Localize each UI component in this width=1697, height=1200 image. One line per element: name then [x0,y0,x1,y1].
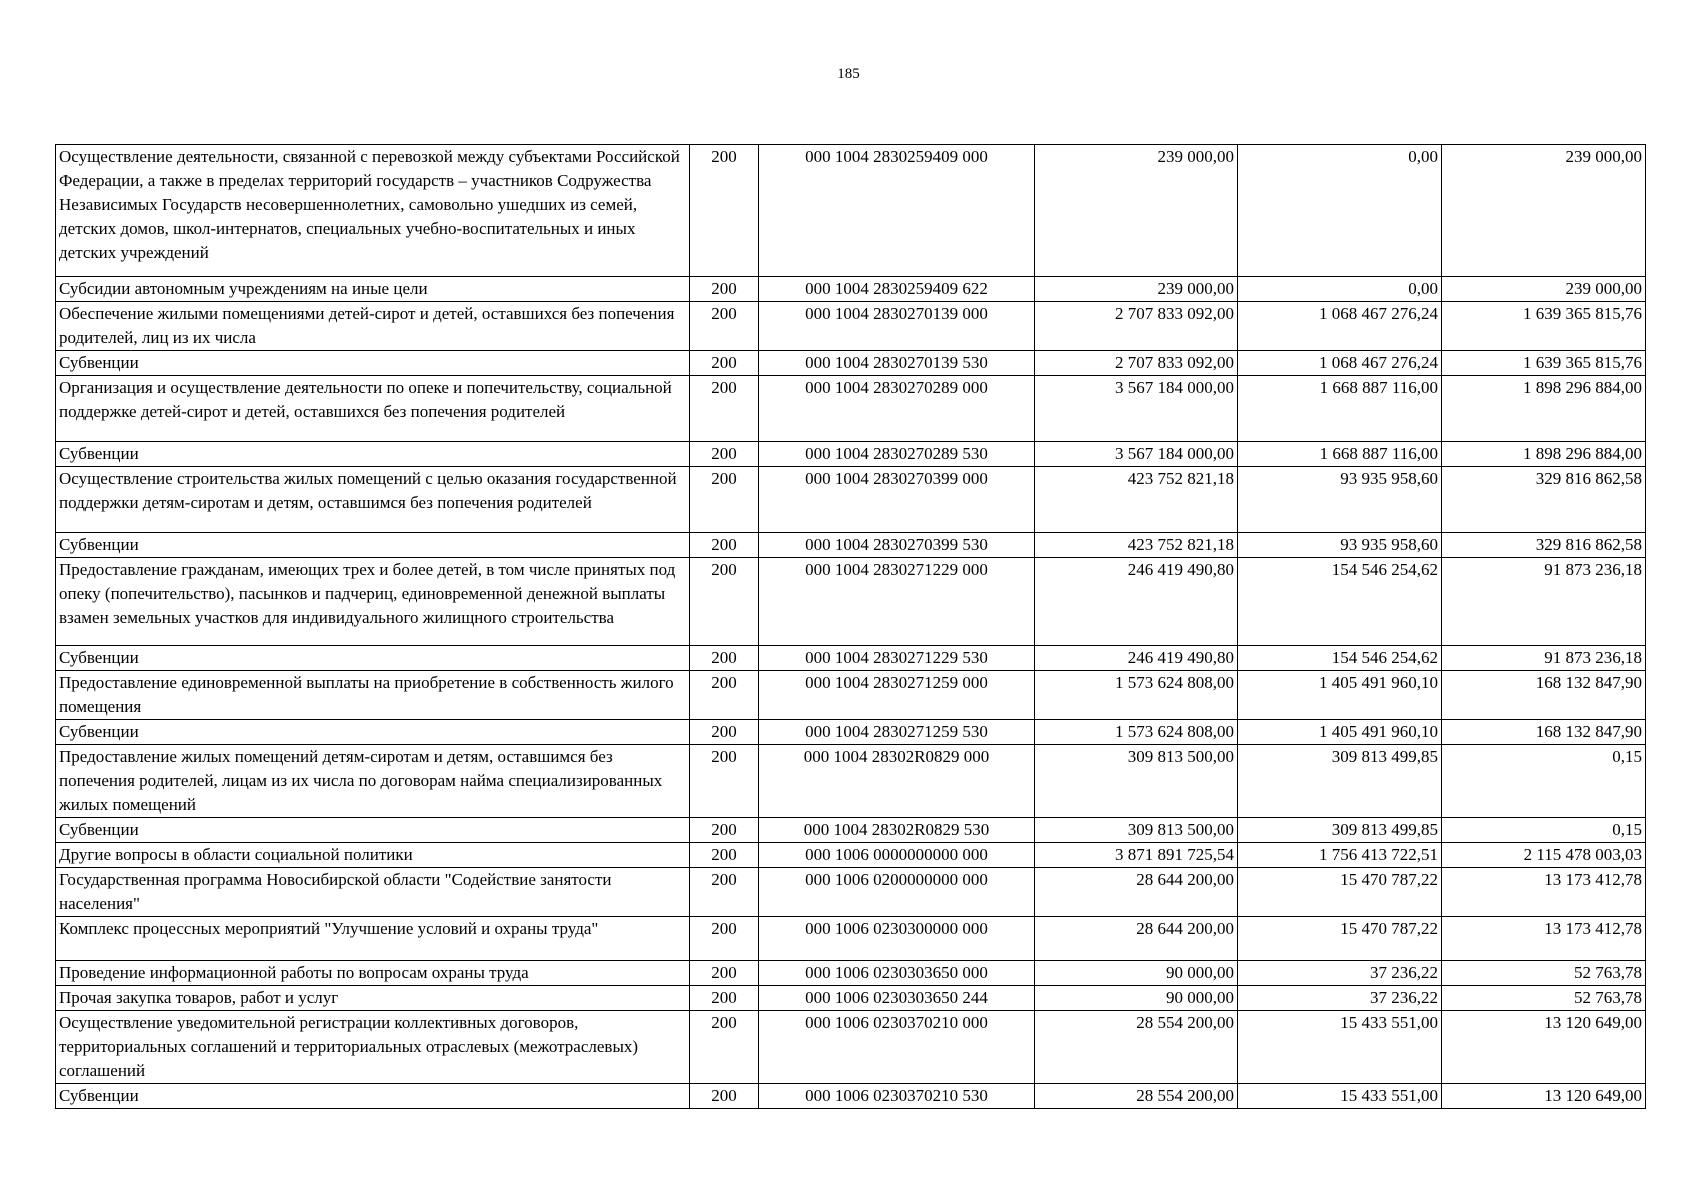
executed-amount-cell: 0,00 [1238,145,1442,277]
line-code-cell: 200 [690,986,759,1011]
line-code-cell: 200 [690,467,759,533]
indicator-name-cell: Обеспечение жилыми помещениями детей-сирот и детей, оставшихся без попечения родителей, лиц из их числа [56,302,690,351]
budget-classification-code-cell: 000 1004 2830270289 530 [759,442,1035,467]
indicator-name-cell: Субвенции [56,818,690,843]
approved-amount-cell: 239 000,00 [1035,145,1238,277]
line-code-cell: 200 [690,961,759,986]
line-code-cell: 200 [690,868,759,917]
line-code-cell: 200 [690,277,759,302]
unexecuted-amount-cell: 1 898 296 884,00 [1442,376,1646,442]
executed-amount-cell: 93 935 958,60 [1238,467,1442,533]
approved-amount-cell: 2 707 833 092,00 [1035,302,1238,351]
executed-amount-cell: 1 068 467 276,24 [1238,351,1442,376]
approved-amount-cell: 3 567 184 000,00 [1035,376,1238,442]
indicator-name-cell: Субвенции [56,1084,690,1109]
unexecuted-amount-cell: 1 639 365 815,76 [1442,302,1646,351]
line-code-cell: 200 [690,917,759,961]
executed-amount-cell: 37 236,22 [1238,961,1442,986]
line-code-cell: 200 [690,1011,759,1084]
executed-amount-cell: 15 470 787,22 [1238,868,1442,917]
table-body [56,145,1646,1109]
line-code-cell: 200 [690,720,759,745]
indicator-name-cell: Осуществление строительства жилых помещений с целью оказания государственной поддержки детям-сиротам и детям, оставшимся без попечения родителей [56,467,690,533]
line-code-cell: 200 [690,818,759,843]
approved-amount-cell: 2 707 833 092,00 [1035,351,1238,376]
indicator-name-cell: Субвенции [56,442,690,467]
indicator-name-cell: Предоставление гражданам, имеющих трех и более детей, в том числе принятых под опеку (попечительство), пасынков и падчериц, единовременной денежной выплаты взамен земельных участков для индивидуального жилищного строительства [56,558,690,646]
page-number: 185 [837,66,860,82]
indicator-name-cell: Субсидии автономным учреждениям на иные цели [56,277,690,302]
indicator-name-cell: Государственная программа Новосибирской области "Содействие занятости населения" [56,868,690,917]
table-row [56,467,1646,533]
approved-amount-cell: 90 000,00 [1035,961,1238,986]
executed-amount-cell: 15 433 551,00 [1238,1011,1442,1084]
table-row [56,302,1646,351]
budget-classification-code-cell: 000 1006 0000000000 000 [759,843,1035,868]
table-row [56,720,1646,745]
executed-amount-cell: 1 068 467 276,24 [1238,302,1442,351]
unexecuted-amount-cell: 91 873 236,18 [1442,646,1646,671]
line-code-cell: 200 [690,533,759,558]
executed-amount-cell: 1 668 887 116,00 [1238,442,1442,467]
budget-classification-code-cell: 000 1004 2830259409 622 [759,277,1035,302]
budget-classification-code-cell: 000 1004 2830270139 530 [759,351,1035,376]
unexecuted-amount-cell: 91 873 236,18 [1442,558,1646,646]
executed-amount-cell: 1 668 887 116,00 [1238,376,1442,442]
budget-classification-code-cell: 000 1004 28302R0829 000 [759,745,1035,818]
unexecuted-amount-cell: 329 816 862,58 [1442,533,1646,558]
budget-classification-code-cell: 000 1006 0230370210 000 [759,1011,1035,1084]
unexecuted-amount-cell: 239 000,00 [1442,277,1646,302]
unexecuted-amount-cell: 0,15 [1442,745,1646,818]
executed-amount-cell: 309 813 499,85 [1238,745,1442,818]
approved-amount-cell: 423 752 821,18 [1035,533,1238,558]
line-code-cell: 200 [690,1084,759,1109]
approved-amount-cell: 28 554 200,00 [1035,1084,1238,1109]
unexecuted-amount-cell: 329 816 862,58 [1442,467,1646,533]
unexecuted-amount-cell: 239 000,00 [1442,145,1646,277]
line-code-cell: 200 [690,843,759,868]
budget-classification-code-cell: 000 1004 2830270399 530 [759,533,1035,558]
table-row [56,818,1646,843]
unexecuted-amount-cell: 52 763,78 [1442,986,1646,1011]
executed-amount-cell: 1 405 491 960,10 [1238,720,1442,745]
indicator-name-cell: Другие вопросы в области социальной политики [56,843,690,868]
table-row [56,145,1646,277]
executed-amount-cell: 1 756 413 722,51 [1238,843,1442,868]
indicator-name-cell: Осуществление уведомительной регистрации коллективных договоров, территориальных соглашений и территориальных отраслевых (межотраслевых) соглашений [56,1011,690,1084]
approved-amount-cell: 423 752 821,18 [1035,467,1238,533]
approved-amount-cell: 28 644 200,00 [1035,868,1238,917]
executed-amount-cell: 0,00 [1238,277,1442,302]
table-row [56,351,1646,376]
executed-amount-cell: 93 935 958,60 [1238,533,1442,558]
indicator-name-cell: Субвенции [56,720,690,745]
budget-classification-code-cell: 000 1006 0200000000 000 [759,868,1035,917]
line-code-cell: 200 [690,302,759,351]
approved-amount-cell: 90 000,00 [1035,986,1238,1011]
budget-classification-code-cell: 000 1004 2830259409 000 [759,145,1035,277]
table-row [56,868,1646,917]
unexecuted-amount-cell: 1 898 296 884,00 [1442,442,1646,467]
approved-amount-cell: 246 419 490,80 [1035,646,1238,671]
unexecuted-amount-cell: 13 120 649,00 [1442,1084,1646,1109]
unexecuted-amount-cell: 13 173 412,78 [1442,917,1646,961]
table-row [56,986,1646,1011]
line-code-cell: 200 [690,376,759,442]
indicator-name-cell: Субвенции [56,646,690,671]
budget-classification-code-cell: 000 1006 0230370210 530 [759,1084,1035,1109]
table-row [56,277,1646,302]
table-row [56,646,1646,671]
executed-amount-cell: 37 236,22 [1238,986,1442,1011]
budget-classification-code-cell: 000 1004 2830270139 000 [759,302,1035,351]
unexecuted-amount-cell: 168 132 847,90 [1442,720,1646,745]
table-row [56,558,1646,646]
table-row [56,376,1646,442]
indicator-name-cell: Субвенции [56,351,690,376]
unexecuted-amount-cell: 0,15 [1442,818,1646,843]
approved-amount-cell: 28 644 200,00 [1035,917,1238,961]
unexecuted-amount-cell: 2 115 478 003,03 [1442,843,1646,868]
budget-classification-code-cell: 000 1006 0230303650 244 [759,986,1035,1011]
unexecuted-amount-cell: 13 120 649,00 [1442,1011,1646,1084]
approved-amount-cell: 309 813 500,00 [1035,818,1238,843]
unexecuted-amount-cell: 168 132 847,90 [1442,671,1646,720]
table-row [56,843,1646,868]
indicator-name-cell: Организация и осуществление деятельности по опеке и попечительству, социальной поддержке детей-сирот и детей, оставшихся без попечения родителей [56,376,690,442]
budget-classification-code-cell: 000 1004 2830271229 000 [759,558,1035,646]
budget-classification-code-cell: 000 1004 2830270399 000 [759,467,1035,533]
approved-amount-cell: 28 554 200,00 [1035,1011,1238,1084]
table-row [56,1084,1646,1109]
budget-classification-code-cell: 000 1004 2830271259 530 [759,720,1035,745]
budget-classification-code-cell: 000 1004 2830271259 000 [759,671,1035,720]
line-code-cell: 200 [690,558,759,646]
budget-classification-code-cell: 000 1004 28302R0829 530 [759,818,1035,843]
table-row [56,961,1646,986]
line-code-cell: 200 [690,442,759,467]
indicator-name-cell: Проведение информационной работы по вопросам охраны труда [56,961,690,986]
executed-amount-cell: 154 546 254,62 [1238,558,1442,646]
unexecuted-amount-cell: 1 639 365 815,76 [1442,351,1646,376]
table-row [56,533,1646,558]
indicator-name-cell: Предоставление единовременной выплаты на приобретение в собственность жилого помещения [56,671,690,720]
executed-amount-cell: 15 433 551,00 [1238,1084,1442,1109]
line-code-cell: 200 [690,745,759,818]
indicator-name-cell: Комплекс процессных мероприятий "Улучшение условий и охраны труда" [56,917,690,961]
approved-amount-cell: 239 000,00 [1035,277,1238,302]
budget-execution-table [55,144,1646,1109]
line-code-cell: 200 [690,145,759,277]
table-row [56,442,1646,467]
table-row [56,917,1646,961]
approved-amount-cell: 1 573 624 808,00 [1035,720,1238,745]
budget-classification-code-cell: 000 1006 0230303650 000 [759,961,1035,986]
approved-amount-cell: 3 567 184 000,00 [1035,442,1238,467]
budget-classification-code-cell: 000 1006 0230300000 000 [759,917,1035,961]
unexecuted-amount-cell: 13 173 412,78 [1442,868,1646,917]
executed-amount-cell: 1 405 491 960,10 [1238,671,1442,720]
line-code-cell: 200 [690,671,759,720]
line-code-cell: 200 [690,351,759,376]
indicator-name-cell: Субвенции [56,533,690,558]
approved-amount-cell: 3 871 891 725,54 [1035,843,1238,868]
indicator-name-cell: Предоставление жилых помещений детям-сиротам и детям, оставшимся без попечения родителей, лицам из их числа по договорам найма специализированных жилых помещений [56,745,690,818]
approved-amount-cell: 309 813 500,00 [1035,745,1238,818]
table-row [56,671,1646,720]
table-row [56,1011,1646,1084]
indicator-name-cell: Прочая закупка товаров, работ и услуг [56,986,690,1011]
unexecuted-amount-cell: 52 763,78 [1442,961,1646,986]
executed-amount-cell: 154 546 254,62 [1238,646,1442,671]
budget-classification-code-cell: 000 1004 2830270289 000 [759,376,1035,442]
approved-amount-cell: 246 419 490,80 [1035,558,1238,646]
line-code-cell: 200 [690,646,759,671]
indicator-name-cell: Осуществление деятельности, связанной с перевозкой между субъектами Российской Федерации, а также в пределах территорий государств – участников Содружества Независимых Государств несовершеннолетних, самовольно ушедших из семей, детских домов, школ-интернатов, специальных учебно-воспитательных и иных детских учреждений [56,145,690,277]
executed-amount-cell: 309 813 499,85 [1238,818,1442,843]
approved-amount-cell: 1 573 624 808,00 [1035,671,1238,720]
budget-classification-code-cell: 000 1004 2830271229 530 [759,646,1035,671]
executed-amount-cell: 15 470 787,22 [1238,917,1442,961]
table-row [56,745,1646,818]
